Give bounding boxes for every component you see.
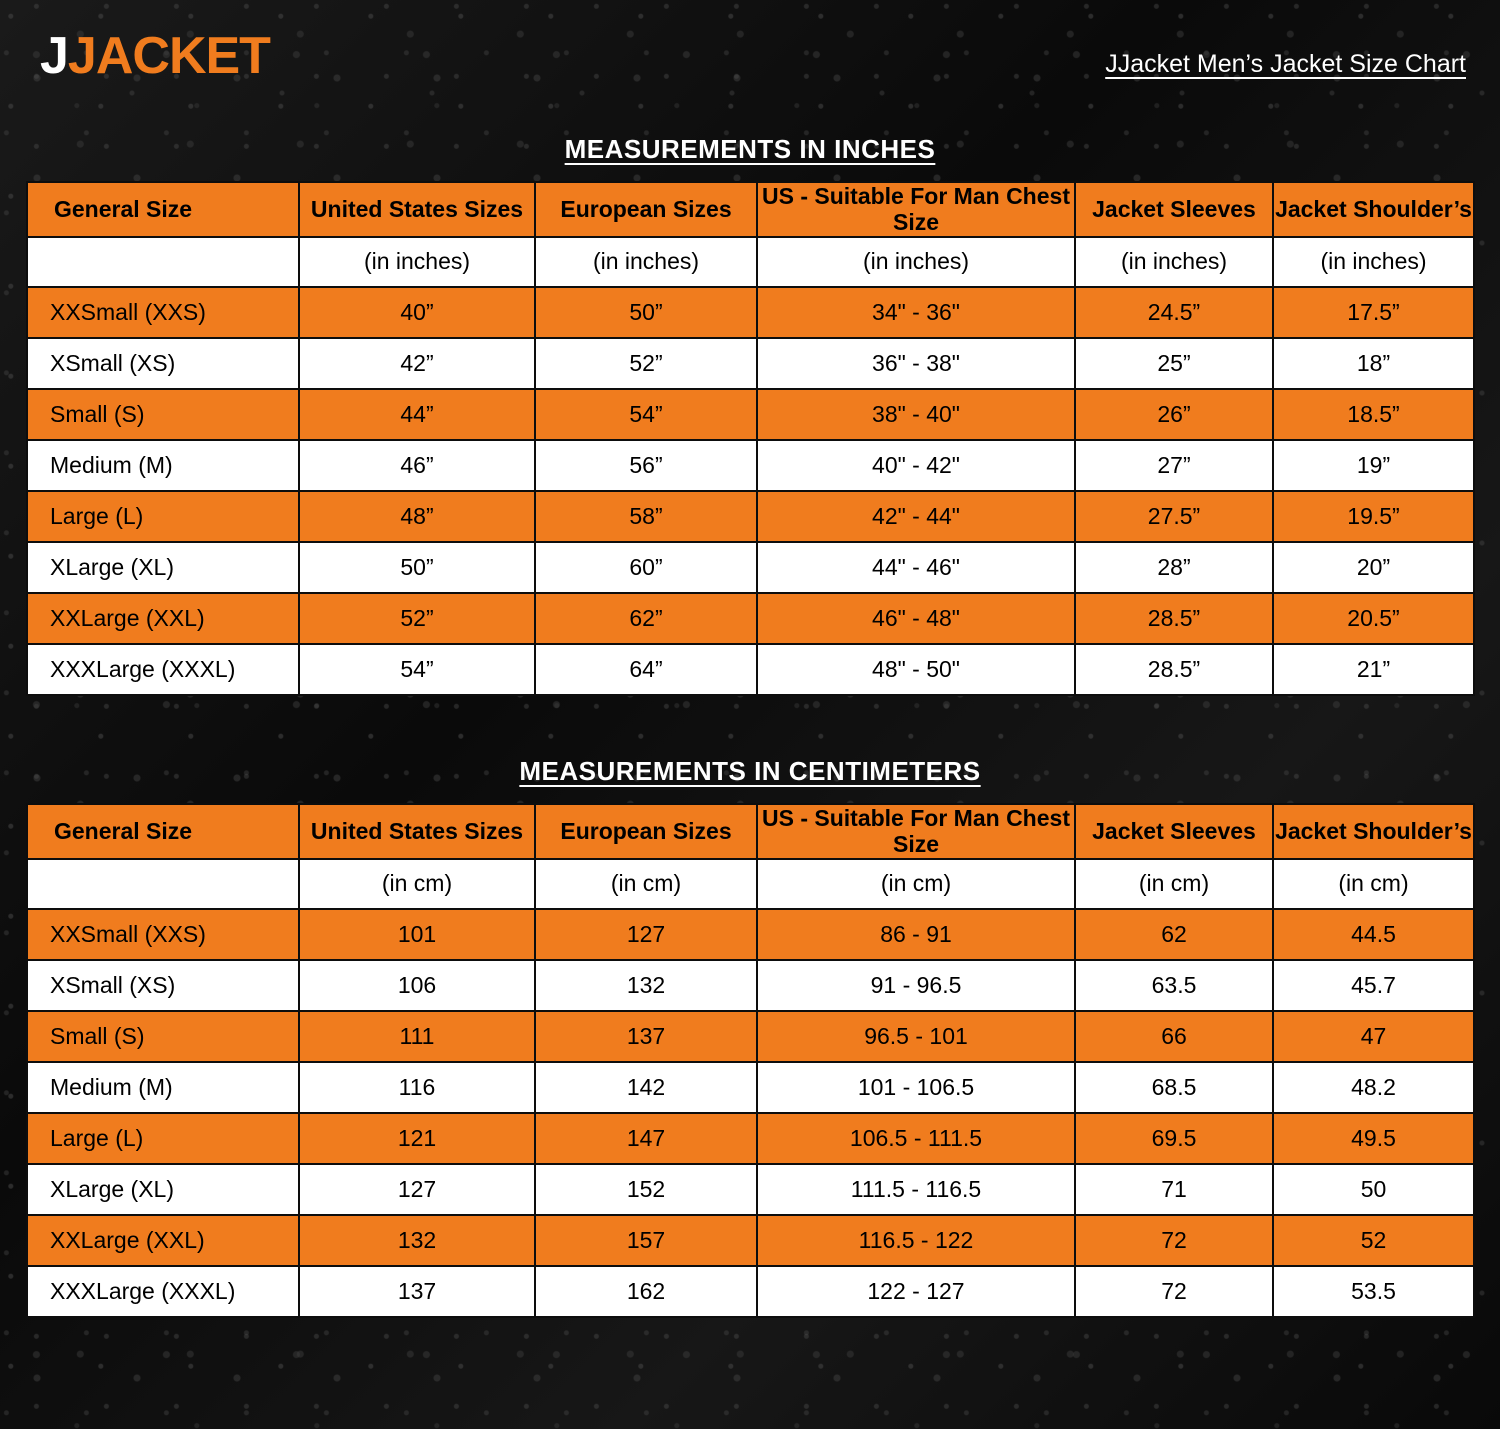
cell-us-size: 121 (299, 1113, 535, 1164)
cell-general-size: XXLarge (XXL) (27, 593, 299, 644)
table-row (27, 909, 1474, 960)
cell-eu-size: 58” (535, 491, 757, 542)
cell-us-size: 137 (299, 1266, 535, 1317)
cell-us-size: 46” (299, 440, 535, 491)
cell-eu-size: 56” (535, 440, 757, 491)
cell-sleeves: 26” (1075, 389, 1273, 440)
units-cell-eu: (in inches) (535, 237, 757, 287)
cell-chest-size: 86 - 91 (757, 909, 1075, 960)
table-row (27, 593, 1474, 644)
column-header-chest-size: US - Suitable For Man Chest Size (757, 804, 1075, 859)
table-row (27, 1011, 1474, 1062)
cell-general-size: XLarge (XL) (27, 542, 299, 593)
units-cell-chest: (in cm) (757, 859, 1075, 909)
page-title: JJacket Men’s Jacket Size Chart (1105, 50, 1466, 78)
cell-general-size: Small (S) (27, 1011, 299, 1062)
brand-logo (40, 27, 270, 85)
cell-chest-size: 91 - 96.5 (757, 960, 1075, 1011)
cell-sleeves: 62 (1075, 909, 1273, 960)
cell-sleeves: 69.5 (1075, 1113, 1273, 1164)
cell-sleeves: 28” (1075, 542, 1273, 593)
column-header-us-sizes: United States Sizes (299, 804, 535, 859)
cell-chest-size: 48" - 50" (757, 644, 1075, 695)
cell-sleeves: 66 (1075, 1011, 1273, 1062)
table-row (27, 440, 1474, 491)
cell-general-size: XXXLarge (XXXL) (27, 644, 299, 695)
cell-us-size: 132 (299, 1215, 535, 1266)
table-row (27, 644, 1474, 695)
table-row (27, 1215, 1474, 1266)
size-table-centimeters (26, 803, 1475, 1318)
cell-chest-size: 42" - 44" (757, 491, 1075, 542)
cell-chest-size: 96.5 - 101 (757, 1011, 1075, 1062)
column-header-eu-sizes: European Sizes (535, 182, 757, 237)
units-cell-shoulders: (in cm) (1273, 859, 1474, 909)
cell-general-size: XLarge (XL) (27, 1164, 299, 1215)
cell-shoulders: 17.5” (1273, 287, 1474, 338)
cell-us-size: 42” (299, 338, 535, 389)
table-row (27, 287, 1474, 338)
cell-chest-size: 34" - 36" (757, 287, 1075, 338)
units-row (27, 237, 1474, 287)
units-cell-us: (in cm) (299, 859, 535, 909)
cell-eu-size: 50” (535, 287, 757, 338)
cell-eu-size: 132 (535, 960, 757, 1011)
cell-eu-size: 162 (535, 1266, 757, 1317)
table-header-row (27, 182, 1474, 237)
cell-shoulders: 21” (1273, 644, 1474, 695)
column-header-general-size: General Size (27, 804, 299, 859)
cell-shoulders: 52 (1273, 1215, 1474, 1266)
cell-us-size: 44” (299, 389, 535, 440)
cell-general-size: XXLarge (XXL) (27, 1215, 299, 1266)
cell-us-size: 50” (299, 542, 535, 593)
cell-eu-size: 152 (535, 1164, 757, 1215)
units-cell-sleeves: (in inches) (1075, 237, 1273, 287)
cell-chest-size: 122 - 127 (757, 1266, 1075, 1317)
units-cell-us: (in inches) (299, 237, 535, 287)
cell-sleeves: 63.5 (1075, 960, 1273, 1011)
column-header-us-sizes: United States Sizes (299, 182, 535, 237)
cell-sleeves: 24.5” (1075, 287, 1273, 338)
column-header-general-size: General Size (27, 182, 299, 237)
cell-shoulders: 18.5” (1273, 389, 1474, 440)
table-row (27, 1113, 1474, 1164)
logo-rest: JACKET (67, 27, 270, 85)
cell-general-size: Large (L) (27, 491, 299, 542)
table-row (27, 1062, 1474, 1113)
cell-sleeves: 27” (1075, 440, 1273, 491)
column-header-sleeves: Jacket Sleeves (1075, 804, 1273, 859)
cell-general-size: Medium (M) (27, 440, 299, 491)
units-cell-eu: (in cm) (535, 859, 757, 909)
cell-eu-size: 147 (535, 1113, 757, 1164)
cell-shoulders: 20” (1273, 542, 1474, 593)
units-row (27, 859, 1474, 909)
column-header-chest-size: US - Suitable For Man Chest Size (757, 182, 1075, 237)
table-row (27, 960, 1474, 1011)
table-row (27, 1164, 1474, 1215)
cell-eu-size: 157 (535, 1215, 757, 1266)
cell-shoulders: 20.5” (1273, 593, 1474, 644)
cell-shoulders: 49.5 (1273, 1113, 1474, 1164)
cell-general-size: XSmall (XS) (27, 338, 299, 389)
cell-eu-size: 137 (535, 1011, 757, 1062)
cell-chest-size: 46" - 48" (757, 593, 1075, 644)
cell-sleeves: 71 (1075, 1164, 1273, 1215)
cell-chest-size: 40" - 42" (757, 440, 1075, 491)
column-header-sleeves: Jacket Sleeves (1075, 182, 1273, 237)
cell-general-size: XXSmall (XXS) (27, 909, 299, 960)
cell-eu-size: 127 (535, 909, 757, 960)
units-cell-chest: (in inches) (757, 237, 1075, 287)
cell-chest-size: 106.5 - 111.5 (757, 1113, 1075, 1164)
section-title-inches: MEASUREMENTS IN INCHES (564, 134, 936, 164)
table-row (27, 1266, 1474, 1317)
cell-sleeves: 27.5” (1075, 491, 1273, 542)
cell-shoulders: 47 (1273, 1011, 1474, 1062)
cell-chest-size: 116.5 - 122 (757, 1215, 1075, 1266)
cell-general-size: XSmall (XS) (27, 960, 299, 1011)
table-row (27, 491, 1474, 542)
units-cell-blank (27, 237, 299, 287)
cell-eu-size: 62” (535, 593, 757, 644)
cell-general-size: XXXLarge (XXXL) (27, 1266, 299, 1317)
cell-eu-size: 60” (535, 542, 757, 593)
cell-chest-size: 38" - 40" (757, 389, 1075, 440)
cell-us-size: 111 (299, 1011, 535, 1062)
cell-sleeves: 28.5” (1075, 593, 1273, 644)
cell-general-size: Small (S) (27, 389, 299, 440)
cell-general-size: XXSmall (XXS) (27, 287, 299, 338)
cell-chest-size: 101 - 106.5 (757, 1062, 1075, 1113)
column-header-shoulders: Jacket Shoulder’s (1273, 182, 1474, 237)
table-row (27, 542, 1474, 593)
cell-us-size: 54” (299, 644, 535, 695)
cell-eu-size: 52” (535, 338, 757, 389)
cell-us-size: 116 (299, 1062, 535, 1113)
cell-chest-size: 44" - 46" (757, 542, 1075, 593)
units-cell-shoulders: (in inches) (1273, 237, 1474, 287)
cell-us-size: 52” (299, 593, 535, 644)
cell-shoulders: 19.5” (1273, 491, 1474, 542)
size-table-inches (26, 181, 1475, 696)
cell-shoulders: 53.5 (1273, 1266, 1474, 1317)
cell-shoulders: 44.5 (1273, 909, 1474, 960)
cell-us-size: 106 (299, 960, 535, 1011)
cell-sleeves: 28.5” (1075, 644, 1273, 695)
column-header-shoulders: Jacket Shoulder’s (1273, 804, 1474, 859)
cell-sleeves: 72 (1075, 1266, 1273, 1317)
cell-us-size: 40” (299, 287, 535, 338)
column-header-eu-sizes: European Sizes (535, 804, 757, 859)
logo-first-letter: J (40, 27, 68, 85)
cell-shoulders: 45.7 (1273, 960, 1474, 1011)
cell-chest-size: 111.5 - 116.5 (757, 1164, 1075, 1215)
section-title-centimeters: MEASUREMENTS IN CENTIMETERS (519, 755, 981, 786)
table-row (27, 389, 1474, 440)
cell-sleeves: 25” (1075, 338, 1273, 389)
page-header (26, 0, 1474, 112)
cell-eu-size: 142 (535, 1062, 757, 1113)
units-cell-sleeves: (in cm) (1075, 859, 1273, 909)
cell-us-size: 101 (299, 909, 535, 960)
cell-shoulders: 19” (1273, 440, 1474, 491)
cell-us-size: 127 (299, 1164, 535, 1215)
cell-eu-size: 64” (535, 644, 757, 695)
table-row (27, 338, 1474, 389)
table-header-row (27, 804, 1474, 859)
section-spacer (26, 696, 1474, 734)
units-cell-blank (27, 859, 299, 909)
cell-sleeves: 68.5 (1075, 1062, 1273, 1113)
cell-general-size: Large (L) (27, 1113, 299, 1164)
cell-shoulders: 48.2 (1273, 1062, 1474, 1113)
cell-shoulders: 18” (1273, 338, 1474, 389)
cell-shoulders: 50 (1273, 1164, 1474, 1215)
cell-sleeves: 72 (1075, 1215, 1273, 1266)
cell-eu-size: 54” (535, 389, 757, 440)
cell-chest-size: 36" - 38" (757, 338, 1075, 389)
cell-us-size: 48” (299, 491, 535, 542)
cell-general-size: Medium (M) (27, 1062, 299, 1113)
